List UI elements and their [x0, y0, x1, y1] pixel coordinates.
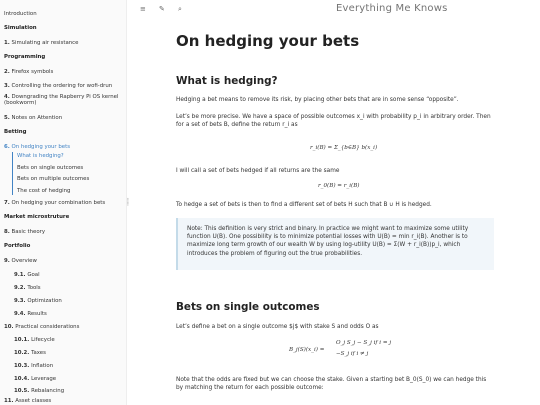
chapter-number: 9.2.	[14, 285, 26, 291]
sidebar-item-asset-classes[interactable]	[4, 398, 51, 404]
equation-bet-case-1: O_j S_j − S_j if i = j	[336, 340, 392, 346]
chapter-number: 7.	[4, 200, 10, 206]
sidebar-item-goal[interactable]	[14, 272, 40, 278]
sidebar-item-simulating-air-resistance[interactable]	[4, 40, 78, 46]
chapter-number: 10.3.	[14, 363, 30, 369]
sidebar-item-notes-on-attention[interactable]	[4, 115, 62, 121]
sidebar-item-optimization[interactable]	[14, 298, 62, 304]
sidebar-item-combination-bets[interactable]	[4, 200, 105, 206]
sidebar-item-label: On hedging your combination bets	[11, 200, 106, 206]
chapter-number: 1.	[4, 40, 10, 46]
chapter-number: 5.	[4, 115, 10, 121]
chapter-number: 8.	[4, 229, 10, 235]
sidebar-item-label: Results	[27, 311, 47, 317]
active-section-indicator	[12, 152, 13, 195]
sidebar-item-downgrading-kernel[interactable]	[4, 94, 122, 107]
sidebar-item-label: Notes on Attention	[11, 115, 63, 121]
chapter-number: 3.	[4, 83, 10, 89]
equation-return: r_i(B) = Σ_{b∈B} b(x_i)	[310, 145, 378, 151]
sidebar-item-label: Lifecycle	[31, 337, 55, 343]
sidebar-item-label: Controlling the ordering for wofi-drun	[11, 83, 113, 89]
sidebar-item-lifecycle[interactable]	[14, 337, 55, 343]
sidebar-item-introduction[interactable]	[4, 11, 37, 17]
chapter-number: 10.2.	[14, 350, 30, 356]
sidebar-section-betting: Betting	[4, 129, 27, 135]
note-callout	[176, 218, 494, 270]
sidebar-item-label: Rebalancing	[31, 388, 65, 394]
sidebar-item-label: Optimization	[27, 298, 62, 304]
sidebar-item-label: Basic theory	[11, 229, 46, 235]
sidebar-item-rebalancing[interactable]	[14, 388, 64, 394]
chapter-number: 9.1.	[14, 272, 26, 278]
sidebar-item-on-hedging-your-bets[interactable]	[4, 144, 70, 150]
heading-what-is-hedging: What is hedging?	[176, 75, 278, 87]
sidebar-item-label: Simulating air resistance	[11, 40, 79, 46]
chapter-number: 10.5.	[14, 388, 30, 394]
paragraph: Hedging a bet means to remove its risk, by placing other bets that are in some sense “opposite”.	[176, 97, 459, 103]
page-content	[176, 0, 494, 405]
chapter-number: 4.	[4, 94, 10, 100]
sidebar-resize-handle[interactable]: ⸽	[127, 198, 129, 206]
sidebar-section-market-microstructure: Market microstruture	[4, 214, 70, 220]
search-icon[interactable]: ⌕	[178, 5, 182, 13]
paragraph: Let’s be more precise. We have a space of possible outcomes x_i with probability p_i in arbitrary order. Then for a set of bets B, define the return r_i as	[176, 114, 491, 129]
equation-hedged: r_0(B) = r_i(B)	[318, 183, 360, 189]
sidebar-subitem-cost-of-hedging[interactable]: The cost of hedging	[17, 188, 71, 194]
sidebar-item-label: Introduction	[4, 11, 37, 17]
chapter-number: 9.	[4, 258, 10, 264]
sidebar-item-label: On hedging your bets	[11, 144, 71, 150]
sidebar	[0, 0, 127, 405]
sidebar-item-label: Goal	[27, 272, 40, 278]
sidebar-item-label: Practical considerations	[15, 324, 80, 330]
chapter-number: 9.3.	[14, 298, 26, 304]
book-title: Everything Me Knows	[336, 3, 448, 14]
sidebar-item-label: Overview	[11, 258, 37, 264]
sidebar-item-wofi-drun[interactable]	[4, 83, 112, 89]
note-text: Note: This definition is very strict and binary. In practice we might want to maximize some utility function U(B). One possibility is to minimize potential losses with U(B) = min r_i(B). Another is to maximize long term growth of our wealth W by using log-utility U(B) = Σ(W + r_i(B))p_i, which introduces the problem of figuring out the true probabilities.	[187, 226, 469, 257]
sidebar-item-leverage[interactable]	[14, 376, 56, 382]
theme-brush-icon[interactable]: ✎	[159, 5, 165, 13]
paragraph: To hedge a set of bets is then to find a different set of bets H such that B ∪ H is hedged.	[176, 202, 432, 208]
sidebar-item-label: Tools	[27, 285, 41, 291]
chapter-number: 2.	[4, 69, 10, 75]
sidebar-subitem-bets-on-single-outcomes[interactable]: Bets on single outcomes	[17, 165, 84, 171]
sidebar-item-tools[interactable]	[14, 285, 41, 291]
sidebar-item-label: Inflation	[31, 363, 54, 369]
sidebar-item-label: Firefox symbols	[11, 69, 54, 75]
sidebar-item-firefox-symbols[interactable]	[4, 69, 53, 75]
chapter-number: 10.	[4, 324, 14, 330]
sidebar-item-inflation[interactable]	[14, 363, 53, 369]
sidebar-section-portfolio: Portfolio	[4, 243, 31, 249]
equation-bet-case-2: −S_j if i ≠ j	[336, 351, 369, 357]
sidebar-subitem-what-is-hedging[interactable]: What is hedging?	[17, 153, 64, 159]
sidebar-toggle-icon[interactable]: ≡	[140, 5, 146, 13]
sidebar-section-simulation: Simulation	[4, 25, 37, 31]
equation-bet-lhs: B_j(S)(x_i) =	[289, 347, 325, 353]
heading-bets-on-single-outcomes: Bets on single outcomes	[176, 301, 320, 313]
chapter-number: 9.4.	[14, 311, 26, 317]
sidebar-section-programming: Programming	[4, 54, 46, 60]
sidebar-item-label: Asset classes	[15, 398, 52, 404]
paragraph: I will call a set of bets hedged if all returns are the same	[176, 168, 340, 174]
sidebar-item-overview[interactable]	[4, 258, 37, 264]
sidebar-item-label: Downgrading the Rapberry Pi OS kernel (bookworm)	[4, 94, 119, 107]
sidebar-item-practical-considerations[interactable]	[4, 324, 79, 330]
sidebar-item-taxes[interactable]	[14, 350, 46, 356]
sidebar-item-basic-theory[interactable]	[4, 229, 45, 235]
paragraph: Let’s define a bet on a single outcome $j$ with stake S and odds O as	[176, 324, 379, 330]
chapter-number: 11.	[4, 398, 14, 404]
chapter-number: 10.4.	[14, 376, 30, 382]
chapter-number: 10.1.	[14, 337, 30, 343]
page-title: On hedging your bets	[176, 32, 360, 50]
sidebar-item-label: Taxes	[31, 350, 46, 356]
chapter-number: 6.	[4, 144, 10, 150]
sidebar-item-label: Leverage	[31, 376, 57, 382]
paragraph: Note that the odds are fixed but we can choose the stake. Given a starting bet B_0(S_0) we can hedge this by matching the return for each possible outcome:	[176, 377, 487, 392]
sidebar-item-results[interactable]	[14, 311, 47, 317]
sidebar-subitem-bets-on-multiple-outcomes[interactable]: Bets on multiple outcomes	[17, 176, 90, 182]
